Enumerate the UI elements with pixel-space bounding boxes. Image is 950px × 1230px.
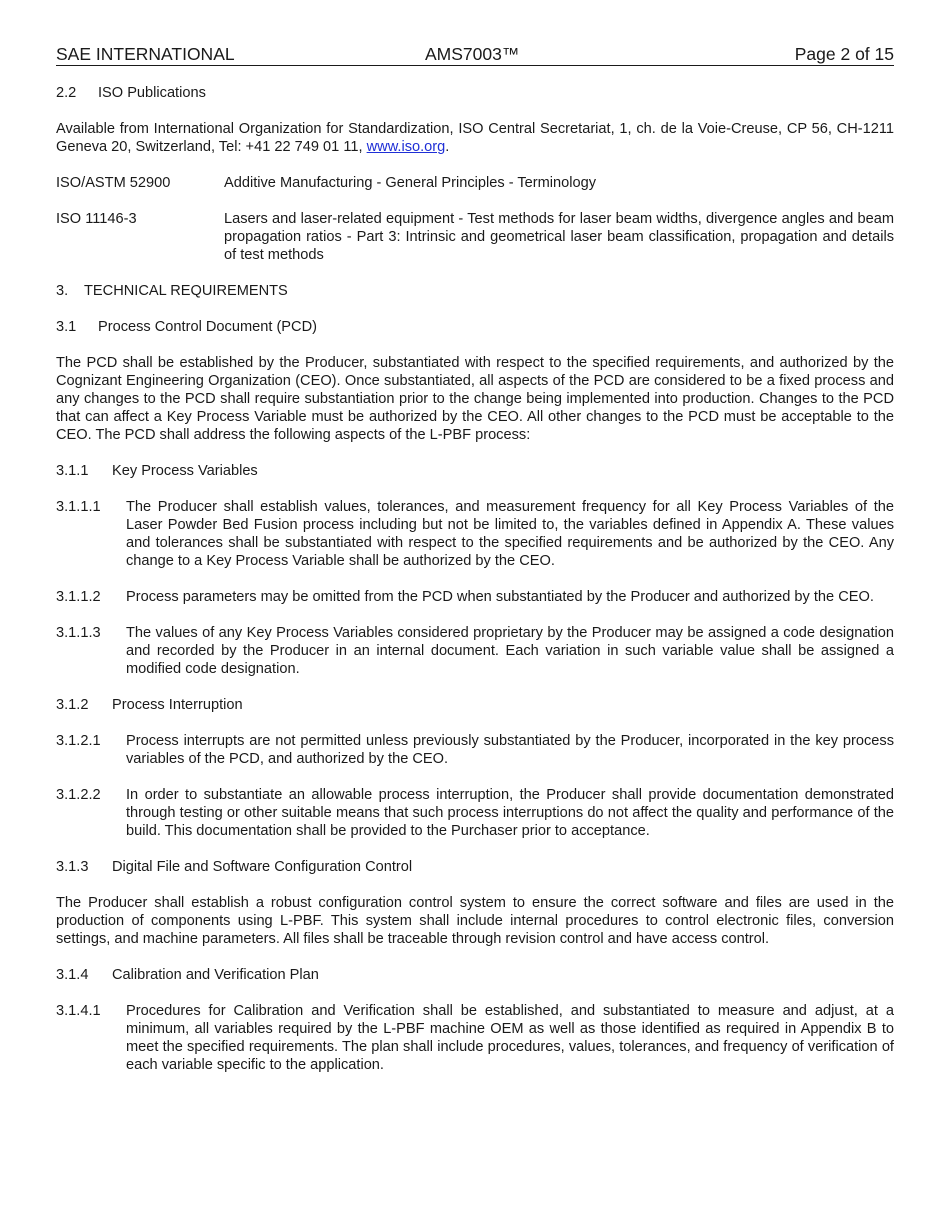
section-title: TECHNICAL REQUIREMENTS: [84, 283, 288, 299]
clause-text: The values of any Key Process Variables considered proprietary by the Producer may be assigned a code designation and recorded by the Producer in an internal document. Each variation in such variable value shall be assigned a modified code designation.: [126, 625, 894, 677]
clause-text: Procedures for Calibration and Verification shall be established, and substantiated to measure and adjust, at a minimum, all variables required by the L-PBF machine OEM as well as those identified as required in Appendix B to meet the specified requirements. The plan shall include procedures, values, tolerances, and frequency of verification of each variable specific to the application.: [126, 1003, 894, 1073]
reference-entry: [56, 174, 894, 192]
section-title: ISO Publications: [98, 85, 206, 101]
section-heading-3-1-2: [56, 696, 894, 714]
section-title: Process Interruption: [112, 697, 243, 713]
iso-availability-paragraph: [56, 120, 894, 156]
section-heading-3: [56, 282, 894, 300]
section-number: 3.: [56, 283, 69, 299]
section-heading-3-1-3: [56, 858, 894, 876]
header-org: SAE INTERNATIONAL: [56, 44, 235, 64]
clause-3-1-1-3: [56, 624, 894, 678]
pcd-paragraph: The PCD shall be established by the Producer, substantiated with respect to the specified requirements, and authorized by the Cognizant Engineering Organization (CEO). Once substantiated, all aspects of the PCD are considered to be a fixed process and any changes to the PCD shall require substantiation prior to the change being implemented into production. Changes to the PCD that can affect a Key Process Variable must be authorized by the CEO. All other changes to the PCD must be acceptable to the CEO. The PCD shall address the following aspects of the L-PBF process:: [56, 355, 894, 443]
section-number: 3.1.2: [56, 697, 89, 713]
section-heading-3-1-4: [56, 966, 894, 984]
section-number: 3.1.4: [56, 967, 89, 983]
section-number: 3.1: [56, 319, 77, 335]
clause-3-1-1-1: [56, 498, 894, 570]
page-header: [56, 44, 894, 66]
reference-code: ISO 11146-3: [56, 211, 137, 227]
document-page: [56, 44, 894, 1092]
section-number: 3.1.1: [56, 463, 89, 479]
reference-title: Additive Manufacturing - General Principles - Terminology: [224, 175, 597, 191]
reference-title: Lasers and laser-related equipment - Test methods for laser beam widths, divergence angles and beam propagation ratios - Part 3: Intrinsic and geometrical laser beam classification, propagation and details of test methods: [224, 211, 894, 263]
configuration-control-paragraph: The Producer shall establish a robust configuration control system to ensure the correct software and files are used in the production of components using L-PBF. This system shall include internal procedures to control electronic files, conversion settings, and machine parameters. All files shall be traceable through revision control and have access control.: [56, 895, 894, 947]
clause-number: 3.1.1.2: [56, 589, 101, 605]
clause-number: 3.1.2.1: [56, 733, 101, 749]
section-heading-3-1: [56, 318, 894, 336]
section-title: Digital File and Software Configuration Control: [112, 859, 413, 875]
clause-3-1-1-2: [56, 588, 894, 606]
reference-code: ISO/ASTM 52900: [56, 175, 171, 191]
section-title: Calibration and Verification Plan: [112, 967, 319, 983]
section-heading-3-1-1: [56, 462, 894, 480]
clause-number: 3.1.1.1: [56, 499, 101, 515]
clause-3-1-2-2: [56, 786, 894, 840]
clause-text: Process interrupts are not permitted unless previously substantiated by the Producer, incorporated in the key process variables of the PCD, and authorized by the CEO.: [126, 733, 894, 767]
clause-number: 3.1.1.3: [56, 625, 101, 641]
clause-number: 3.1.2.2: [56, 787, 101, 803]
section-number: 3.1.3: [56, 859, 89, 875]
header-page-number: Page 2 of 15: [794, 44, 894, 64]
clause-3-1-2-1: [56, 732, 894, 768]
clause-text: In order to substantiate an allowable process interruption, the Producer shall provide documentation demonstrated through testing or other suitable means that such process interruptions do not affect the quality and performance of the build. This documentation shall be provided to the Purchaser prior to acceptance.: [126, 787, 894, 839]
clause-number: 3.1.4.1: [56, 1003, 101, 1019]
paragraph-text: .: [445, 139, 450, 155]
clause-text: The Producer shall establish values, tolerances, and measurement frequency for all Key Process Variables of the Laser Powder Bed Fusion process including but not be limited to, the variables defined in Appendix A. These values and tolerances shall be substantiated with respect to the specified requirements and be authorized by the CEO. Any change to a Key Process Variable shall be authorized by the CEO.: [126, 499, 894, 569]
section-number: 2.2: [56, 85, 77, 101]
clause-text: Process parameters may be omitted from the PCD when substantiated by the Producer and authorized by the CEO.: [126, 589, 874, 605]
clause-3-1-4-1: [56, 1002, 894, 1074]
paragraph-text: Available from International Organization for Standardization, ISO Central Secretariat, 1, ch. de la Voie-Creuse, CP 56, CH-1211 Geneva 20, Switzerland, Tel: +41 22 749 01 11,: [56, 121, 894, 155]
section-heading-2-2: [56, 84, 894, 102]
reference-entry: [56, 210, 894, 264]
section-title: Process Control Document (PCD): [98, 319, 317, 335]
iso-website-link[interactable]: www.iso.org: [366, 139, 446, 155]
section-title: Key Process Variables: [112, 463, 258, 479]
header-doc-number: AMS7003™: [425, 44, 520, 64]
